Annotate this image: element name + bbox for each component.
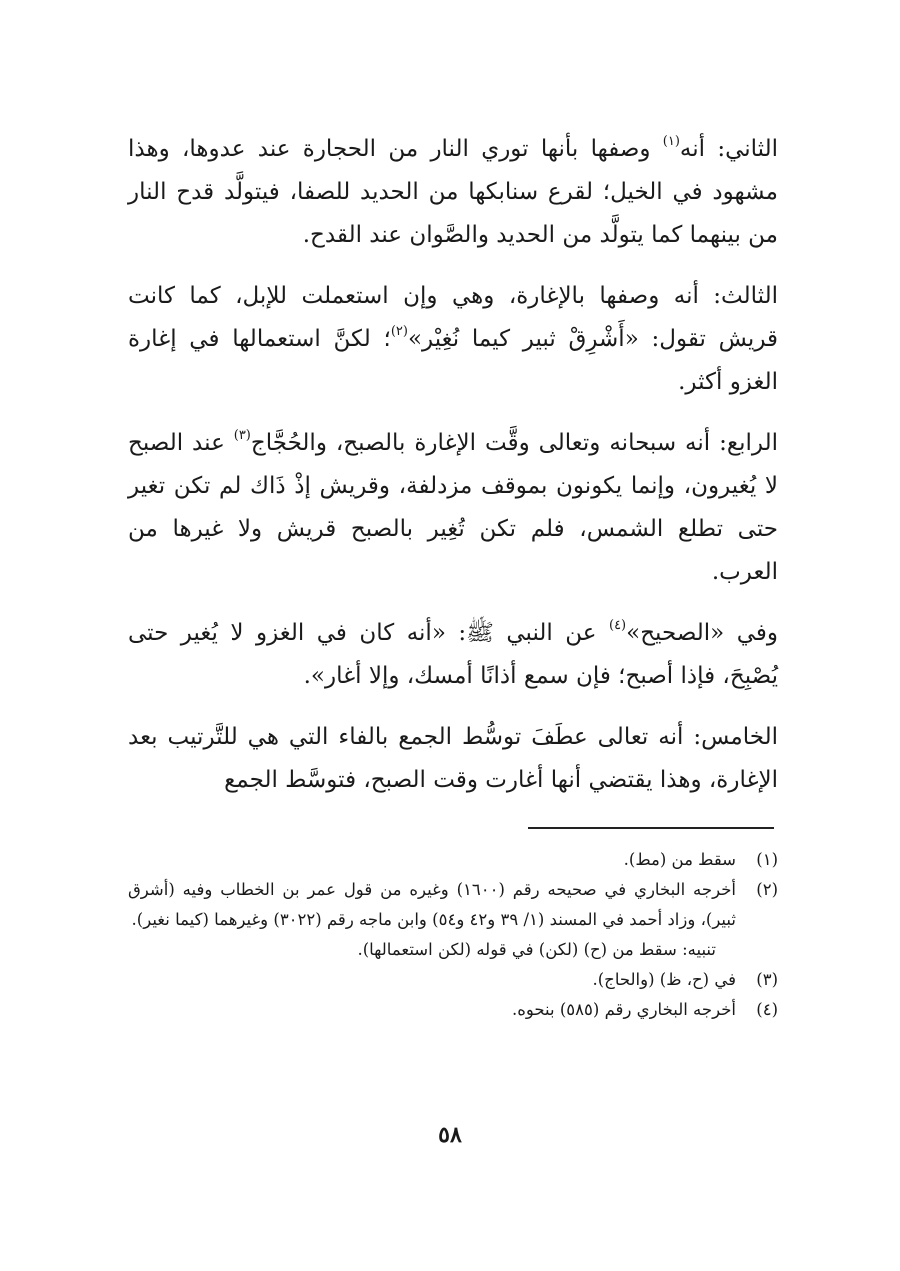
paragraph-fifth: [128, 716, 778, 802]
footnote-divider: [528, 827, 774, 829]
footnote-marker[interactable]: (٤): [608, 618, 627, 633]
paragraph-text: عن النبي ﷺ: «أنه كان في الغزو لا يُغير حتى يُصْبِحَ، فإذا أصبح؛ فإن سمع أذانًا أمسك، وإلا أغار».: [128, 620, 778, 689]
footnote-marker[interactable]: (٣): [233, 428, 251, 443]
footnote-text: أخرجه البخاري رقم (٥٨٥) بنحوه.: [511, 1000, 736, 1019]
footnote-marker[interactable]: (٢): [390, 324, 408, 339]
footnote-item: [128, 875, 778, 935]
paragraph-sahih: [128, 612, 778, 698]
footnote-number: (٢): [756, 880, 778, 899]
paragraph-second: [128, 128, 778, 257]
paragraph-text: الرابع: أنه سبحانه وتعالى وقَّت الإغارة بالصبح، والحُجَّاج: [250, 430, 778, 456]
footnote-text: في (ح، ظ) (والحاج).: [592, 970, 736, 989]
paragraph-text: الثالث: أنه وصفها بالإغارة، وهي وإن استعملت للإبل، كما كانت قريش تقول: «أَشْرِقْ ثبير كيما نُغِيْر»: [128, 283, 779, 352]
footnote-item: [128, 845, 778, 875]
footnote-marker[interactable]: (١): [662, 134, 680, 149]
paragraph-text: ؛ لكنَّ استعمالها في إغارة الغزو أكثر.: [128, 326, 778, 395]
paragraph-text: الخامس: أنه تعالى عطَفَ توسُّط الجمع بالفاء التي هي للتَّرتيب بعد الإغارة، وهذا يقتضي أنها أغارت وقت الصبح، فتوسَّط الجمع: [128, 724, 778, 793]
footnote-number: (١): [756, 850, 778, 869]
paragraph-text: وفي «الصحيح»: [626, 620, 778, 646]
footnotes-section: [128, 845, 778, 1025]
footnote-text: أخرجه البخاري في صحيحه رقم (١٦٠٠) وغيره من قول عمر بن الخطاب وفيه (أشرق ثبير)، وزاد أحمد في المسند (١/ ٣٩ و٤٢ و٥٤) وابن ماجه رقم (٣٠٢٢) وغيرهما (كيما نغير).: [128, 880, 736, 929]
paragraph-third: [128, 275, 778, 404]
footnote-number: (٣): [756, 970, 778, 989]
paragraph-text: الثاني: أنه: [679, 136, 778, 162]
page-number: ٥٨: [438, 1122, 462, 1148]
paragraph-text: عند الصبح لا يُغيرون، وإنما يكونون بموقف مزدلفة، وقريش إذْ ذَاك لم تكن تغير حتى تطلع الشمس، فلم تكن تُغِير بالصبح قريش ولا غيرها من العرب.: [128, 430, 778, 585]
footnote-number: (٤): [756, 1000, 778, 1019]
footnote-text: سقط من (مط).: [623, 850, 736, 869]
footnote-note: تنبيه: سقط من (ح) (لكن) في قوله (لكن استعمالها).: [357, 940, 716, 959]
main-text: [128, 128, 778, 802]
paragraph-text: وصفها بأنها توري النار من الحجارة عند عدوها، وهذا مشهود في الخيل؛ لقرع سنابكها من الحديد للصفا، فيتولَّد قدح النار من بينهما كما يتولَّد من الحديد والصَّوان عند القدح.: [128, 136, 778, 248]
footnote-item: [128, 995, 778, 1025]
footnote-item: [128, 965, 778, 995]
paragraph-fourth: [128, 422, 778, 594]
